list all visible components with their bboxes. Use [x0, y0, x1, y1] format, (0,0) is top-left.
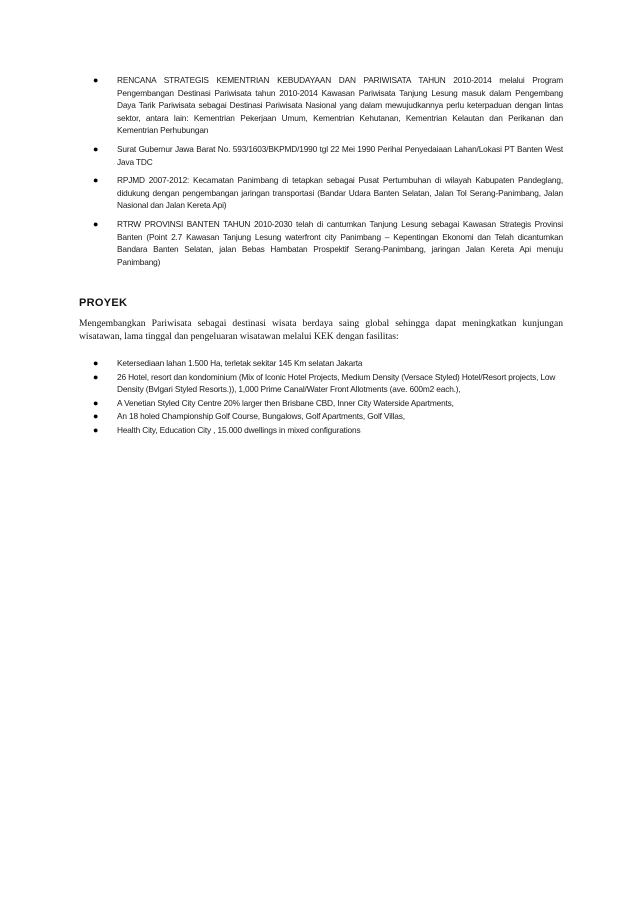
bullet-icon: ● [93, 411, 99, 422]
bullet-icon: ● [93, 75, 99, 85]
list-item [93, 424, 563, 437]
facilities-bullet-list [93, 357, 563, 438]
list-item-text: 26 Hotel, resort dan kondominium (Mix of Iconic Hotel Projects, Medium Density (Versace Styled) Hotel/Resort projects, Low Density (Bvlgari Styled Resorts.)), 1,000 Prime Canal/Water Front Allotments (ave. 600m2 each.), [117, 371, 556, 395]
bullet-icon: ● [93, 424, 99, 435]
bullet-icon: ● [93, 397, 99, 408]
list-item-text: A Venetian Styled City Centre 20% larger then Brisbane CBD, Inner City Waterside Apartments, [117, 397, 454, 408]
list-item [93, 371, 563, 396]
list-item [93, 174, 563, 212]
list-item [93, 143, 563, 168]
list-item-text: RENCANA STRATEGIS KEMENTRIAN KEBUDAYAAN DAN PARIWISATA TAHUN 2010-2014 melalui Program Pengembangan Destinasi Pariwisata tahun 2010-2014 Kawasan Pariwisata Tanjung Lesung masuk dalam Pengembang Daya Tarik Pariwisata sebagai Destinasi Pariwisata Nasional yang dalam mewujudkannya perlu keterpaduan dengan lintas sektor, antara lain: Kementrian Pekerjaan Umum, Kementrian Kehutanan, Kementrian Kelautan dan Perikanan dan Kementrian Perhubungan [117, 75, 563, 136]
policy-bullet-list [93, 74, 563, 274]
list-item-text: Health City, Education City , 15.000 dwellings in mixed configurations [117, 424, 361, 435]
list-item [93, 218, 563, 268]
list-item [93, 357, 563, 370]
list-item-text: RTRW PROVINSI BANTEN TAHUN 2010-2030 telah di cantumkan Tanjung Lesung sebagai Kawasan Strategis Provinsi Banten (Point 2.7 Kawasan Tanjung Lesung waterfront city Panimbang – Kepentingan Ekonomi dan Telah dicantumkan Bandara Banten Selatan, jalan Bebas Hambatan Prospektif Serang-Panimbang, jaringan Jalan Kereta Api menuju Panimbang) [117, 218, 563, 267]
list-item-text: An 18 holed Championship Golf Course, Bungalows, Golf Apartments, Golf Villas, [117, 411, 405, 422]
bullet-icon: ● [93, 371, 99, 382]
bullet-icon: ● [93, 218, 99, 229]
list-item [93, 74, 563, 137]
list-item [93, 397, 563, 410]
list-item-text: Ketersediaan lahan 1.500 Ha, terletak sekitar 145 Km selatan Jakarta [117, 358, 363, 368]
list-item-text: RPJMD 2007-2012: Kecamatan Panimbang di tetapkan sebagai Pusat Pertumbuhan di wilayah Kabupaten Pandeglang, didukung dengan pengembangan jaringan transportasi (Bandar Udara Banten Selatan, Jalan Tol Serang-Panimbang, Jalan Nasional dan Jalan Kereta Api) [117, 175, 563, 211]
section-title-proyek: PROYEK [79, 297, 128, 309]
bullet-icon: ● [93, 175, 99, 186]
bullet-icon: ● [93, 143, 99, 154]
proyek-intro-paragraph: Mengembangkan Pariwisata sebagai destinasi wisata berdaya saing global sehingga dapat meningkatkan kunjungan wisatawan, lama tinggal dan pengeluaran wisatawan melalui KEK dengan fasilitas: [79, 318, 563, 342]
list-item-text: Surat Gubernur Jawa Barat No. 593/1603/BKPMD/1990 tgl 22 Mei 1990 Perihal Penyedaiaan Lahan/Lokasi PT Banten West Java TDC [117, 143, 563, 167]
list-item [93, 410, 563, 423]
bullet-icon: ● [93, 358, 99, 368]
